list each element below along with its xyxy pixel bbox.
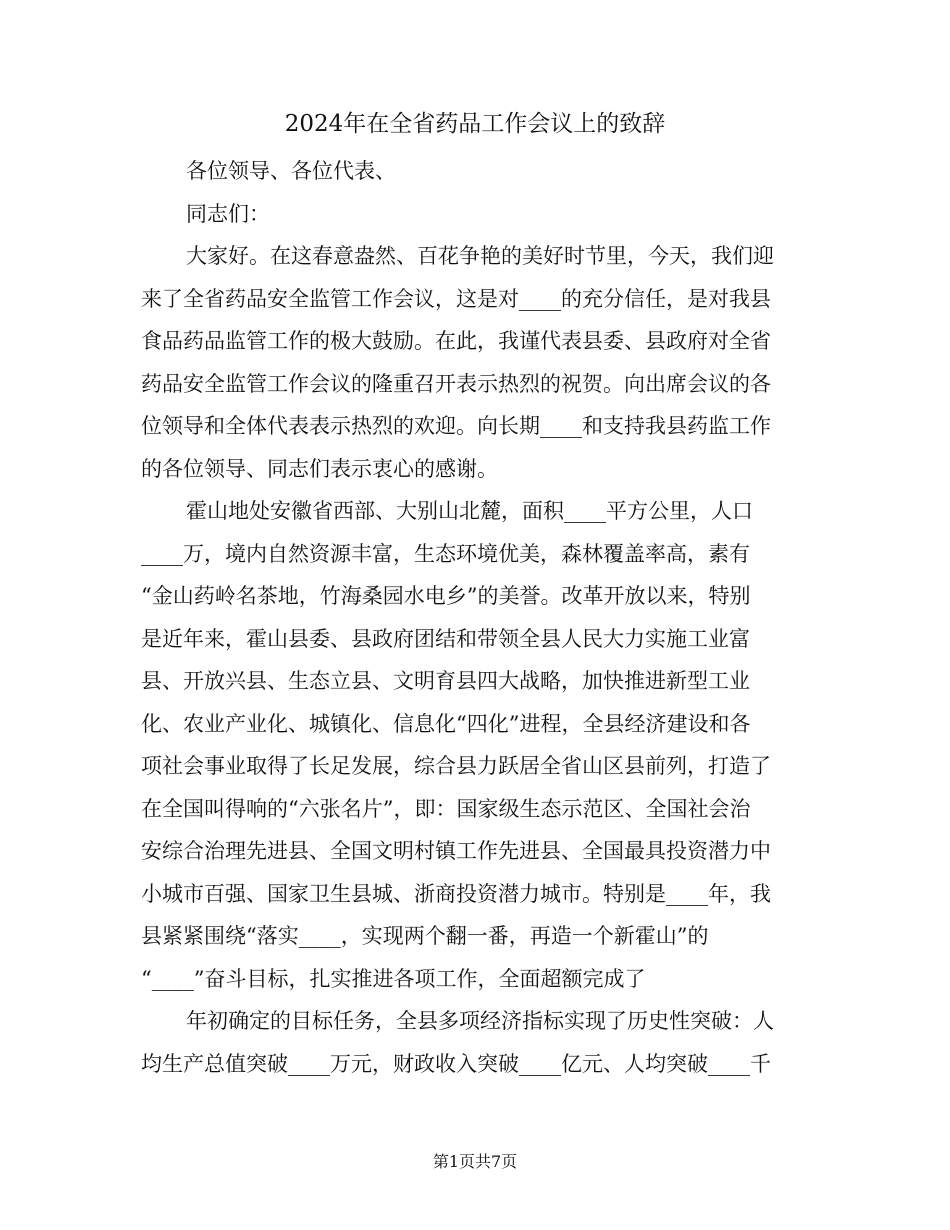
paragraph-line: “金山药岭名茶地，竹海桑园水电乡”的美誉。改革开放以来，特别 bbox=[141, 584, 751, 608]
paragraph-line: 药品安全监管工作会议的隆重召开表示热烈的祝贺。向出席会议的各 bbox=[141, 371, 771, 396]
paragraph-line: “____”奋斗目标，扎实推进各项工作，全面超额完成了 bbox=[141, 966, 646, 991]
paragraph-line: 县紧紧围绕“落实____，实现两个翻一番，再造一个新霍山”的 bbox=[141, 924, 709, 948]
paragraph-line: 安综合治理先进县、全国文明村镇工作先进县、全国最具投资潜力中 bbox=[141, 839, 771, 863]
document-title: 2024年在全省药品工作会议上的致辞 bbox=[284, 111, 666, 137]
paragraph-line: 位领导和全体代表表示热烈的欢迎。向长期____和支持我县药监工作 bbox=[141, 414, 771, 438]
paragraph-line: 霍山地处安徽省西部、大别山北麓，面积____平方公里，人口 bbox=[186, 499, 753, 523]
paragraph-line: 大家好。在这春意盎然、百花争艳的美好时节里，今天，我们迎 bbox=[186, 244, 774, 268]
page-number: 第1页共7页 bbox=[432, 1152, 518, 1171]
paragraph-line: ____万，境内自然资源丰富，生态环境优美，森林覆盖率高，素有 bbox=[141, 541, 750, 566]
salutation-line: 同志们： bbox=[186, 201, 270, 226]
paragraph-line: 的各位领导、同志们表示衷心的感谢。 bbox=[141, 456, 498, 481]
paragraph-line: 均生产总值突破____万元，财政收入突破____亿元、人均突破____千 bbox=[141, 1051, 771, 1076]
salutation-line: 各位领导、各位代表、 bbox=[186, 159, 396, 183]
paragraph-line: 在全国叫得响的“六张名片”，即：国家级生态示范区、全国社会治 bbox=[141, 796, 751, 821]
paragraph-line: 小城市百强、国家卫生县城、浙商投资潜力城市。特别是____年，我 bbox=[141, 881, 771, 906]
paragraph-line: 食品药品监管工作的极大鼓励。在此，我谨代表县委、县政府对全省 bbox=[141, 329, 771, 353]
paragraph-line: 化、农业产业化、城镇化、信息化“四化”进程，全县经济建设和各 bbox=[141, 711, 751, 736]
paragraph-line: 是近年来，霍山县委、县政府团结和带领全县人民大力实施工业富 bbox=[141, 626, 750, 651]
paragraph-line: 项社会事业取得了长足发展，综合县力跃居全省山区县前列，打造了 bbox=[141, 754, 771, 778]
paragraph-line: 年初确定的目标任务，全县多项经济指标实现了历史性突破：人 bbox=[186, 1009, 774, 1033]
document-body bbox=[141, 150, 803, 1085]
paragraph-line: 来了全省药品安全监管工作会议，这是对____的充分信任，是对我县 bbox=[141, 286, 771, 311]
paragraph-line: 县、开放兴县、生态立县、文明育县四大战略，加快推进新型工业 bbox=[141, 669, 750, 693]
